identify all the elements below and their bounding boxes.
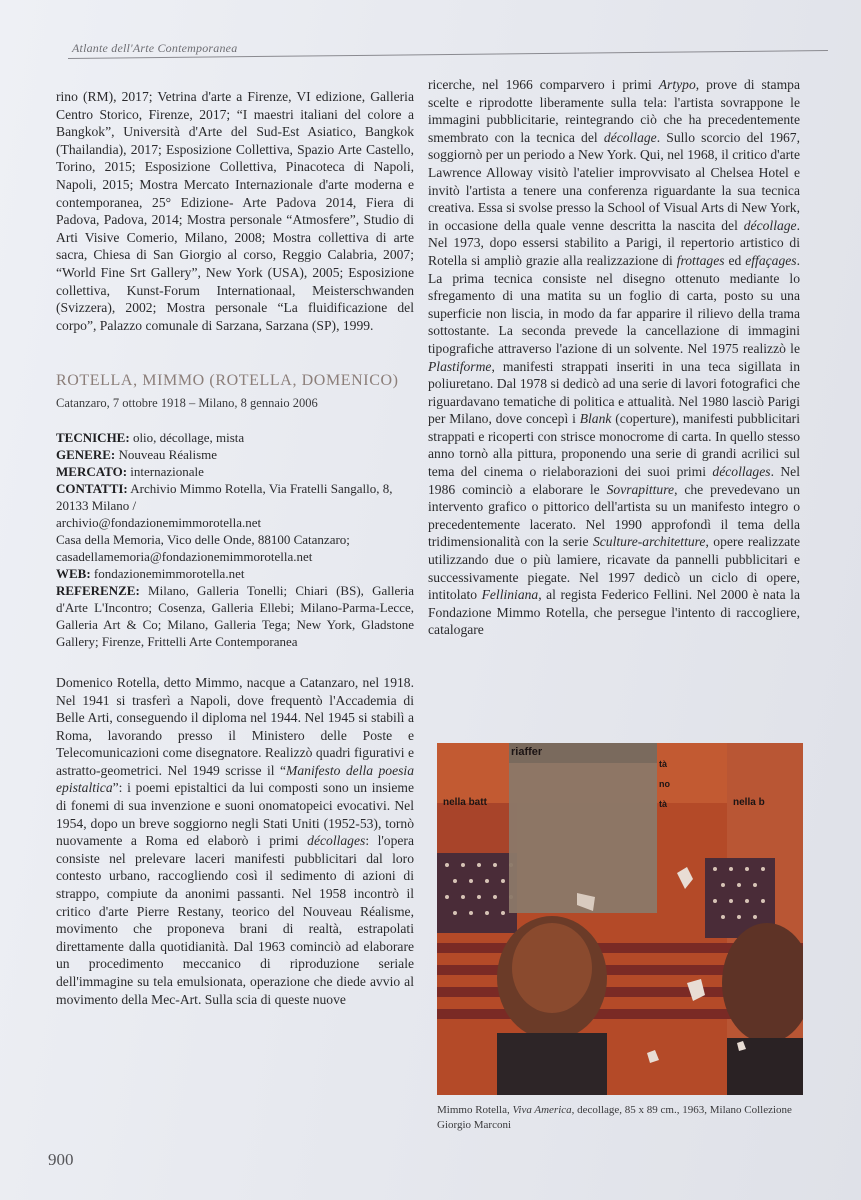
artwork-collage bbox=[437, 743, 803, 1095]
bio-cont-italic-8: décollages bbox=[712, 464, 771, 480]
contatti-address-2: Casa della Memoria, Vico delle Onde, 88100 Catanzaro; bbox=[56, 531, 350, 547]
poster-text-2: nella batt bbox=[443, 797, 487, 808]
bio-cont-text-7: , manifesti strappati inseriti in una teca sigillata in poliuretano. Dal 1978 si dedicò ad una serie di lavori fotografici che riguardavano tematiche di politica e attualità. Nel 1980 lasciò Parigi per Milano, dove concepì i bbox=[428, 358, 800, 427]
contatti-label: CONTATTI: bbox=[56, 480, 128, 496]
bio-cont-italic-11: Felliniana, bbox=[481, 587, 542, 603]
tecniche-value: olio, décollage, mista bbox=[132, 429, 245, 445]
contatti-email-1: archivio@fondazionemimmorotella.net bbox=[56, 514, 262, 530]
bio-cont-italic-4: frottages bbox=[676, 252, 725, 268]
bio-cont-italic-2: décollage bbox=[603, 129, 657, 145]
caption-title: Viva America bbox=[512, 1104, 572, 1116]
bio-cont-text-12: al regista Federico Fellini. Nel 2000 è nata la Fondazione Mimmo Rotella, che persegue l'intento di raccogliere, catalogare bbox=[428, 587, 800, 638]
genere-row bbox=[56, 446, 414, 463]
referenze-row bbox=[56, 582, 414, 650]
bio-manifesto-title: Manifesto della poesia epistaltica bbox=[56, 762, 414, 796]
page-number: 900 bbox=[48, 1150, 74, 1169]
contatti-value: Archivio Mimmo Rotella, Via Fratelli Sangallo, 8, 20133 Milano / bbox=[56, 480, 393, 513]
bio-cont-text-1: ricerche, nel 1966 comparvero i primi bbox=[428, 77, 659, 92]
genere-value: Nouveau Réalisme bbox=[118, 446, 218, 462]
bio-cont-italic-3: décollage bbox=[743, 217, 797, 233]
poster-text-1: riaffer bbox=[511, 746, 543, 758]
referenze-value: Milano, Galleria Tonelli; Chiari (BS), Galleria d'Arte L'Incontro; Cosenza, Galleria Ellebi; Milano-Parma-Lecce, Galleria Art & Co; Milano, Galleria Tega; New York, Gladstone Gallery; Firenze, Frittelli Arte Contemporanea bbox=[56, 582, 414, 649]
contatti-email-2: casadellamemoria@fondazionemimmorotella.net bbox=[56, 548, 313, 564]
bio-cont-text-5: ed bbox=[724, 252, 746, 268]
bio-cont-italic-7: Blank bbox=[579, 411, 612, 427]
bio-cont-italic-10: Sculture-architetture bbox=[592, 534, 706, 550]
mercato-label: MERCATO: bbox=[56, 463, 128, 479]
web-value: fondazionemimmorotella.net bbox=[93, 565, 245, 581]
exhibitions-paragraph: rino (RM), 2017; Vetrina d'arte a Firenze, VI edizione, Galleria Centro Storico, Firenze, 2017; “I maestri italiani del colore a Bangkok”, Università d'Arte del Sud-Est Asiatico, Bangkok (Thailandia), 2017; Esposizione Collettiva, Spazio Arte Castello, Torino, 2015; Esposizione Collettiva, Pinacoteca di Napoli, Napoli, 2015; Mostra Mercato Internazionale d'arte moderna e contemporanea, 25° Edizione- Arte Padova 2014, Fiera di Padova, Padova, 2014; Mostra personale “Atmosfere”, Studio di Arti Visive Comerio, Milano, 2008; Mostra collettiva di arte sacra, Chiesa di San Giorgio al corso, Reggio Calabria, 2007; “World Fine Srt Gallery”, New York (USA), 2005; Esposizione collettiva, Kunst-Forum Internationaal, Meisterschwanden (Svizzera), 2002; Mostra personale “La fluidificazione del corpo”, Palazzo comunale di Sarzana, Sarzana (SP), 1999. bbox=[56, 89, 414, 333]
bio-cont-italic-5: effaçages bbox=[745, 252, 797, 268]
bio-cont-text-10: , che prevedevano un intervento grafico o pittorico dell'artista su un manifesto integro o precedentemente lacerato. Nel 1990 approfondì il tema della tridimensionalità con la serie bbox=[428, 481, 801, 550]
bio-cont-text-11: , opere realizzate utilizzando due o più lamiere, ricavate da pannelli pubblicitari e successivamente piegate. Nel 1997 dedicò un ciclo di opere, intitolato bbox=[428, 534, 800, 603]
biography-paragraph bbox=[56, 674, 414, 1008]
artwork-image bbox=[437, 743, 803, 1095]
right-column bbox=[428, 76, 800, 639]
biography-continued bbox=[428, 76, 800, 639]
artist-dates: Catanzaro, 7 ottobre 1918 – Milano, 8 gennaio 2006 bbox=[56, 396, 318, 411]
bio-cont-text-9: . Nel 1986 cominciò a elaborare le bbox=[428, 464, 800, 497]
bio-text-1: Domenico Rotella, detto Mimmo, nacque a Catanzaro, nel 1918. Nel 1941 si trasferì a Napoli, dove frequentò l'Accademia di Belle Arti, conseguendo il diploma nel 1944. Nel 1945 si stabilì a Roma, lavorando presso il Ministero delle Poste e Telecomunicazioni come disegnatore. Realizzò quadri figurativi e astratto-geometrici. Nel 1949 scrisse il “ bbox=[56, 674, 415, 778]
mercato-value: internazionale bbox=[130, 463, 204, 479]
tecniche-row bbox=[56, 429, 414, 446]
referenze-label: REFERENZE: bbox=[56, 582, 140, 598]
web-label: WEB: bbox=[56, 565, 91, 581]
bio-text-3: : l'opera consiste nel prelevare laceri manifesti pubblicitari dal loro contesto urbano, raccogliendo così il sedimento di azioni di strappo, compiute da anonimi passanti. Nel 1958 incontrò il critico d'arte Pierre Restany, teorico del Nouveau Réalisme, movimento che proponeva brani di realtà, estrapolati direttamente dalla quotidianità. Dal 1963 cominciò ad elaborare un procedimento meccanico di riproduzione seriale dell'immagine su tela emulsionata, operazione che diede avvio al movimento della Mec-Art. Sulla scia di queste nuove bbox=[56, 833, 414, 1007]
tecniche-label: TECNICHE: bbox=[56, 429, 130, 445]
bio-cont-text-8: (coperture), manifesti pubblicitari strappati e ricoperti con strisce monocrome di carta. In quello stesso anno tornò alla pittura, proponendo una serie di grandi acrilici sul tema del cinema o rielaborazioni dei suoi primi bbox=[428, 411, 800, 480]
bio-cont-italic-6: Plastiforme bbox=[428, 358, 492, 374]
bio-cont-text-2: , prove di stampa scelte e riprodotte liberamente sulla tela: l'artista sovrappone le immagini pubblicitarie, reintegrando ciò che ha precedentemente smembrato con la tecnica del bbox=[428, 77, 800, 145]
caption-details: , decollage, 85 x 89 cm., 1963, Milano Collezione Giorgio Marconi bbox=[437, 1104, 792, 1131]
poster-text-5: no bbox=[659, 779, 670, 789]
left-column bbox=[56, 88, 414, 1008]
artist-info-block bbox=[56, 429, 414, 650]
bio-cont-italic-9: Sovrapitture bbox=[606, 481, 675, 497]
bio-cont-text-6: . La prima tecnica consiste nel disegno ottenuto mediante lo sfregamento di una matita su un foglio di carta, posto su una superficie non liscia, in modo da far apparire il rilievo della trama sottostante. La seconda prevede la cancellazione di immagini tipografiche attraverso l'azione di un solvente. Nel 1975 realizzò le bbox=[428, 252, 800, 356]
genere-label: GENERE: bbox=[56, 446, 116, 462]
web-row bbox=[56, 565, 414, 582]
bio-cont-italic-1: Artypo bbox=[658, 77, 696, 92]
poster-text-4: tà bbox=[659, 759, 668, 769]
mercato-row bbox=[56, 463, 414, 480]
contatti-row bbox=[56, 480, 414, 514]
bio-decollages: décollages bbox=[307, 833, 366, 849]
bio-cont-text-4: . Nel 1973, dopo essersi stabilito a Parigi, il repertorio artistico di Rotella si ampliò grazie alla realizzazione di bbox=[428, 217, 800, 268]
caption-artist: Mimmo Rotella, bbox=[437, 1104, 513, 1116]
artist-name-heading: ROTELLA, MIMMO (ROTELLA, DOMENICO) bbox=[56, 372, 399, 390]
artwork-caption bbox=[437, 1103, 809, 1133]
poster-text-3: nella b bbox=[733, 797, 765, 808]
running-header: Atlante dell'Arte Contemporanea bbox=[72, 41, 238, 55]
poster-text-6: tà bbox=[659, 799, 668, 809]
bio-text-2: ”: i poemi epistaltici da lui composti sono un insieme di fonemi di sua invenzione e suoni onomatopeici evocativi. Nel 1954, dopo un breve soggiorno negli Stati Uniti (1952-53), tornò nuovamente a Roma ed elaborò i primi bbox=[56, 780, 414, 849]
bio-cont-text-3: . Sullo scorcio del 1967, soggiornò per un periodo a New York. Qui, nel 1968, il critico d'arte Lawrence Alloway visitò l'atelier improvvisato al Chelsea Hotel e invitò l'artista a tenere una conferenza riguardante la sua tecnica creativa. Essa si svolse presso la School of Visual Arts di New York, in occasione della quale venne descritta la nascita del bbox=[428, 129, 800, 233]
